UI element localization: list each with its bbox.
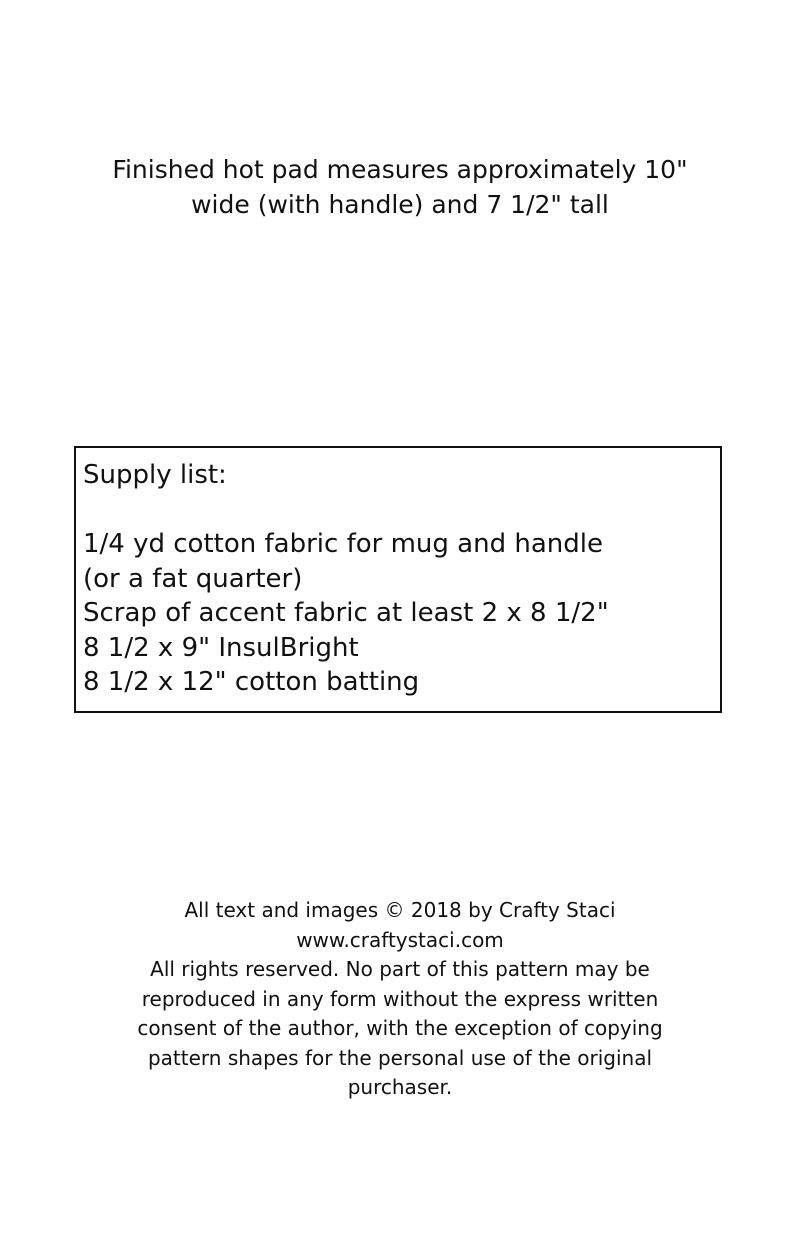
rights-line: All rights reserved. No part of this pattern may be (150, 957, 650, 981)
hot-pad-size-description (0, 152, 800, 222)
size-description-line-1: Finished hot pad measures approximately 10" (112, 155, 688, 184)
supply-item: 8 1/2 x 12" cotton batting (83, 667, 420, 697)
website-url: www.craftystaci.com (296, 927, 504, 952)
rights-line: reproduced in any form without the express written (141, 986, 659, 1011)
supply-item: (or a fat quarter) (83, 563, 303, 594)
supply-list-box (74, 446, 722, 713)
copyright-notice (0, 896, 800, 1103)
size-description-line-2: wide (with handle) and 7 1/2" tall (191, 190, 609, 219)
copyright-line: All text and images © 2018 by Crafty Staci (184, 898, 616, 922)
supply-item: Scrap of accent fabric at least 2 x 8 1/2" (83, 598, 609, 628)
rights-line: purchaser. (347, 1075, 453, 1099)
rights-line: pattern shapes for the personal use of the original (147, 1045, 653, 1070)
supply-item: 1/4 yd cotton fabric for mug and handle (83, 529, 603, 559)
supply-item: 8 1/2 x 9" InsulBright (83, 632, 359, 663)
rights-line: consent of the author, with the exception of copying (137, 1016, 663, 1040)
supply-list-heading: Supply list: (83, 460, 227, 490)
